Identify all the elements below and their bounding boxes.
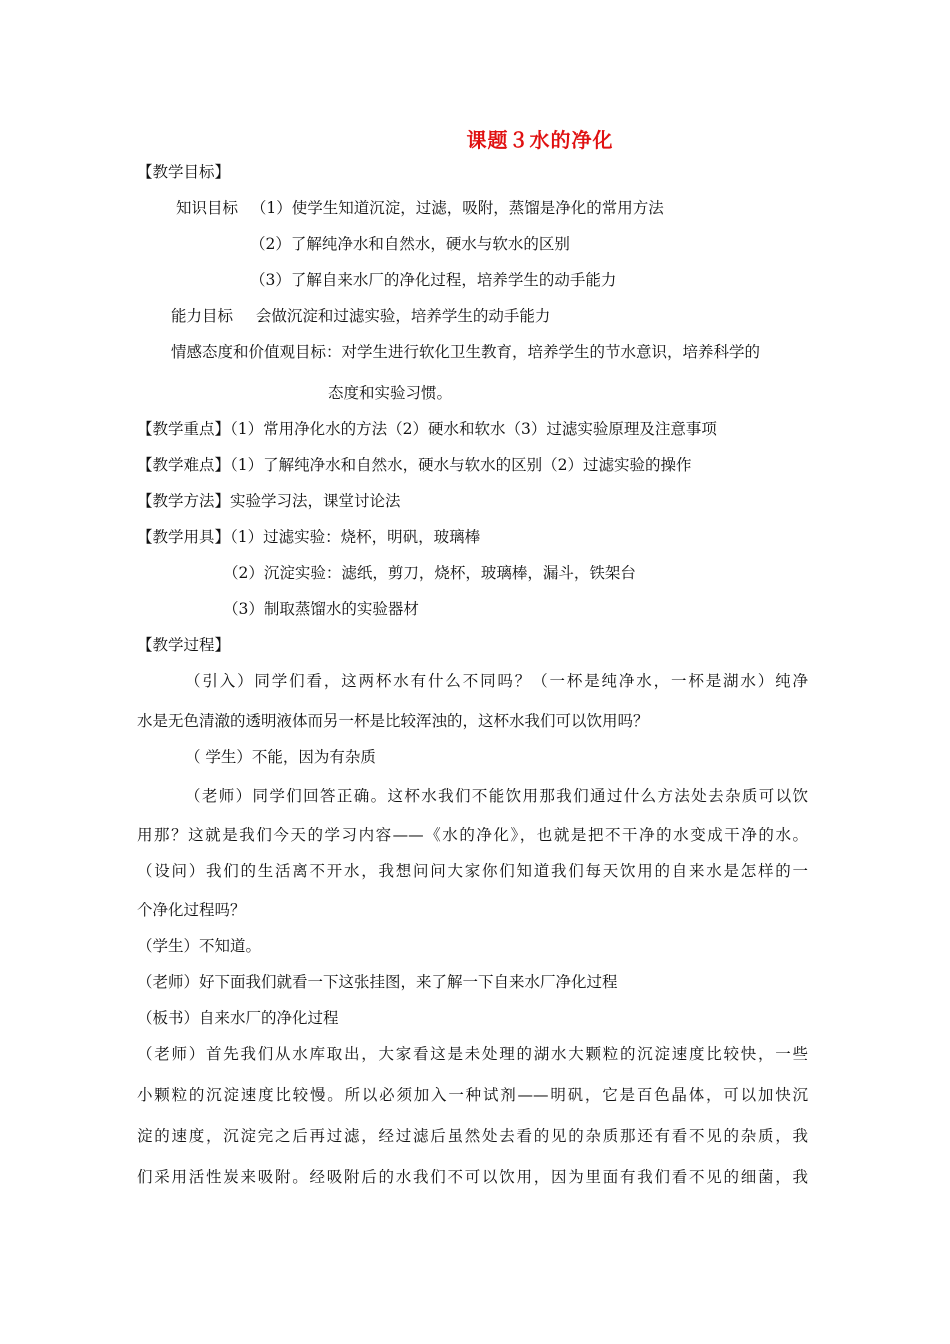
process-paragraph-line: （老师）同学们回答正确。这杯水我们不能饮用那我们通过什么方法处去杂质可以饮 <box>185 787 808 805</box>
section-heading-objectives: 【教学目标】 <box>137 163 231 181</box>
attitude-objective-line-2: 态度和实验习惯。 <box>328 384 453 402</box>
process-paragraph-line: （老师）好下面我们就看一下这张挂图，来了解一下自来水厂净化过程 <box>137 973 618 991</box>
process-paragraph-line: 们采用活性炭来吸附。经吸附后的水我们不可以饮用，因为里面有我们看不见的细菌，我 <box>137 1168 808 1186</box>
process-paragraph-line: （学生）不知道。 <box>137 937 262 955</box>
knowledge-objective-2: （2）了解纯净水和自然水，硬水与软水的区别 <box>250 235 570 253</box>
ability-objective: 能力目标 会做沉淀和过滤实验，培养学生的动手能力 <box>171 307 551 325</box>
process-paragraph-line: 淀的速度，沉淀完之后再过滤，经过滤后虽然处去看的见的杂质那还有看不见的杂质，我 <box>137 1127 808 1145</box>
process-paragraph-line: 个净化过程吗？ <box>137 901 246 919</box>
process-paragraph-line: 小颗粒的沉淀速度比较慢。所以必须加入一种试剂——明矾，它是百色晶体，可以加快沉 <box>137 1086 808 1104</box>
attitude-objective-line-1: 情感态度和价值观目标：对学生进行软化卫生教育，培养学生的节水意识，培养科学的 <box>171 343 761 361</box>
knowledge-objective-3: （3）了解自来水厂的净化过程，培养学生的动手能力 <box>250 271 617 289</box>
section-heading-process: 【教学过程】 <box>137 636 231 654</box>
teaching-tools-2: （2）沉淀实验：滤纸，剪刀，烧杯，玻璃棒，漏斗，铁架台 <box>223 564 636 582</box>
process-paragraph-line: （老师）首先我们从水库取出，大家看这是未处理的湖水大颗粒的沉淀速度比较快，一些 <box>137 1045 808 1063</box>
process-paragraph-line: 水是无色清澈的透明液体而另一杯是比较浑浊的，这杯水我们可以饮用吗？ <box>137 712 649 730</box>
difficult-points: 【教学难点】（1）了解纯净水和自然水，硬水与软水的区别（2）过滤实验的操作 <box>137 456 692 474</box>
teaching-methods: 【教学方法】实验学习法，课堂讨论法 <box>137 492 401 510</box>
key-points: 【教学重点】（1）常用净化水的方法（2）硬水和软水（3）过滤实验原理及注意事项 <box>137 420 717 438</box>
process-paragraph-line: 用那？这就是我们今天的学习内容——《水的净化》，也就是把不干净的水变成干净的水。 <box>137 826 808 844</box>
process-paragraph-line: （板书）自来水厂的净化过程 <box>137 1009 339 1027</box>
document-title: 课题３水的净化 <box>466 128 614 152</box>
process-paragraph-line: （设问）我们的生活离不开水，我想问问大家你们知道我们每天饮用的自来水是怎样的一 <box>137 862 808 880</box>
teaching-tools-1: 【教学用具】（1）过滤实验：烧杯，明矾，玻璃棒 <box>137 528 481 546</box>
knowledge-objective-1: 知识目标 （1）使学生知道沉淀，过滤，吸附，蒸馏是净化的常用方法 <box>176 199 664 217</box>
teaching-tools-3: （3）制取蒸馏水的实验器材 <box>223 600 419 618</box>
process-paragraph-line: （ 学生）不能，因为有杂质 <box>185 748 376 766</box>
process-paragraph-line: （引入）同学们看，这两杯水有什么不同吗？（一杯是纯净水，一杯是湖水）纯净 <box>185 672 808 690</box>
